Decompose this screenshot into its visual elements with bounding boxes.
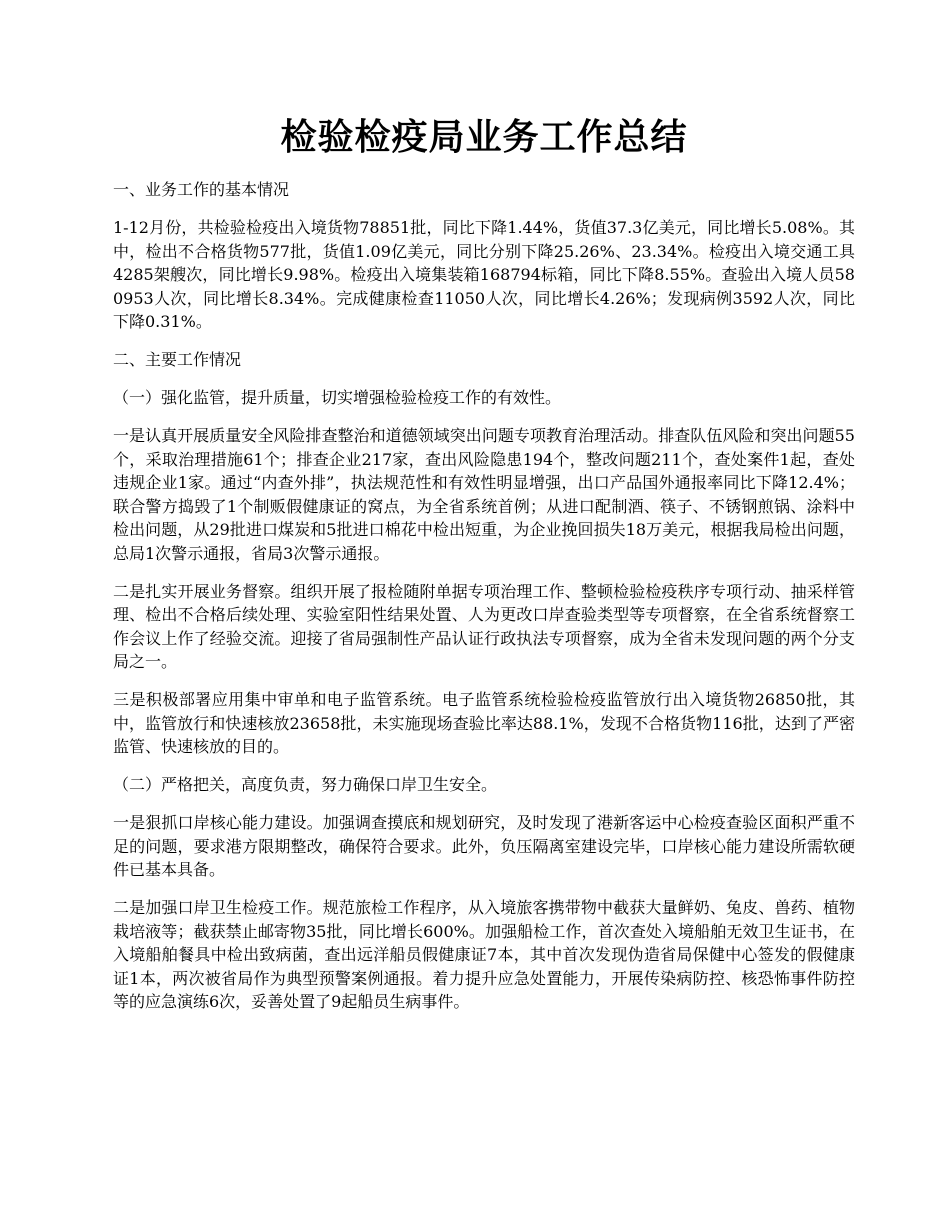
section-heading-main-work: 二、主要工作情况 <box>113 350 242 369</box>
paragraph-statistics: 1-12月份，共检验检疫出入境货物78851批，同比下降1.44%，货值37.3亿美元，同比增长5.08%。其中，检出不合格货物577批，货值1.09亿美元，同比分别下降25.26%、23.34%。检疫出入境交通工具4285架艘次，同比增长9.98%。检疫出入境集装箱168794标箱，同比下降8.55%。查验出入境人员580953人次，同比增长8.34%。完成健康检查11050人次，同比增长4.26%；发现病例3592人次，同比下降0.31%。 <box>113 218 855 331</box>
subsection-heading-supervision: （一）强化监管，提升质量，切实增强检验检疫工作的有效性。 <box>113 388 562 407</box>
document-page <box>113 112 855 1028</box>
paragraph-risk-inspection: 一是认真开展质量安全风险排查整治和道德领域突出问题专项教育治理活动。排查队伍风险和突出问题55个，采取治理措施61个；排查企业217家，查出风险隐患194个，整改问题211个，查处案件1起，查处违规企业1家。通过“内查外排”，执法规范性和有效性明显增强，出口产品国外通报率同比下降12.4%；联合警方捣毁了1个制贩假健康证的窝点，为全省系统首例；从进口配制酒、筷子、不锈钢煎锅、涂料中检出问题，从29批进口煤炭和5批进口棉花中检出短重，为企业挽回损失18万美元，根据我局检出问题，总局1次警示通报，省局3次警示通报。 <box>113 426 855 563</box>
document-title: 检验检疫局业务工作总结 <box>280 116 688 158</box>
subsection-heading-port-health: （二）严格把关，高度负责，努力确保口岸卫生安全。 <box>113 775 498 794</box>
paragraph-business-supervision: 二是扎实开展业务督察。组织开展了报检随附单据专项治理工作、整顿检验检疫秩序专项行动、抽采样管理、检出不合格后续处理、实验室阳性结果处置、人为更改口岸查验类型等专项督察，在全省系统督察工作会议上作了经验交流。迎接了省局强制性产品认证行政执法专项督察，成为全省未发现问题的两个分支局之一。 <box>113 581 855 671</box>
section-heading-basic-situation: 一、业务工作的基本情况 <box>113 180 290 199</box>
paragraph-electronic-supervision: 三是积极部署应用集中审单和电子监管系统。电子监管系统检验检疫监管放行出入境货物26850批，其中，监管放行和快速核放23658批，未实施现场查验比率达88.1%，发现不合格货物116批，达到了严密监管、快速核放的目的。 <box>113 690 855 756</box>
paragraph-core-capacity: 一是狠抓口岸核心能力建设。加强调查摸底和规划研究，及时发现了港新客运中心检疫查验区面积严重不足的问题，要求港方限期整改，确保符合要求。此外，负压隔离室建设完毕，口岸核心能力建设所需软硬件已基本具备。 <box>113 813 855 879</box>
paragraph-health-quarantine: 二是加强口岸卫生检疫工作。规范旅检工作程序，从入境旅客携带物中截获大量鲜奶、兔皮、兽药、植物栽培液等；截获禁止邮寄物35批，同比增长600%。加强船检工作，首次查处入境船舶无效卫生证书，在入境船舶餐具中检出致病菌，查出远洋船员假健康证7本，其中首次发现伪造省局保健中心签发的假健康证1本，两次被省局作为典型预警案例通报。着力提升应急处置能力，开展传染病防控、核恐怖事件防控等的应急演练6次，妥善处置了9起船员生病事件。 <box>113 898 855 1011</box>
